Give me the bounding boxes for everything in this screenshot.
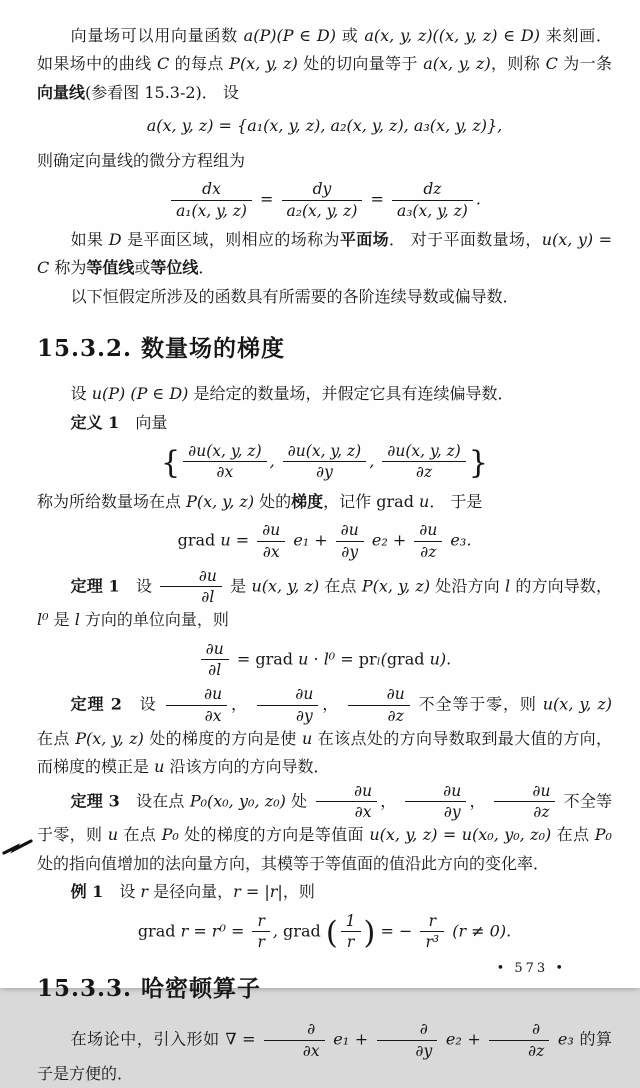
fraction bbox=[316, 782, 378, 822]
display-formula bbox=[37, 912, 612, 952]
fraction-denominator: a₃(x, y, z) bbox=[396, 201, 468, 220]
fraction-denominator: ∂z bbox=[533, 803, 550, 822]
text-run: 如果 bbox=[70, 229, 109, 249]
text-run: ，则 bbox=[282, 882, 315, 902]
text-run: (参看图 15.3-2)． 设 bbox=[85, 82, 239, 102]
text-run: 的每点 bbox=[169, 54, 230, 74]
fraction bbox=[283, 442, 366, 482]
math-run: r = r⁰ = bbox=[180, 921, 250, 941]
text-run: 的方向导数， bbox=[510, 576, 612, 596]
fraction bbox=[282, 180, 363, 220]
fraction-numerator: ∂u bbox=[257, 685, 319, 705]
bold-run: 梯度 bbox=[291, 491, 324, 511]
fraction bbox=[252, 912, 269, 952]
text-run: 在点 bbox=[551, 825, 595, 845]
fraction-denominator: ∂z bbox=[528, 1041, 545, 1060]
math-run: = bbox=[254, 189, 279, 209]
document-content bbox=[37, 22, 612, 1088]
fraction-numerator: dx bbox=[171, 180, 252, 200]
fraction-denominator: r³ bbox=[425, 933, 440, 952]
fraction bbox=[377, 1020, 437, 1060]
math-run: r = |r| bbox=[233, 882, 283, 902]
fraction bbox=[494, 782, 556, 822]
text-run: 设 bbox=[119, 576, 158, 596]
paragraph bbox=[37, 409, 612, 437]
fraction-numerator: ∂ bbox=[264, 1020, 324, 1040]
fraction-numerator: ∂u bbox=[414, 521, 442, 541]
math-run: P₀ bbox=[594, 825, 612, 845]
math-run: , bbox=[269, 451, 280, 471]
math-run: C bbox=[545, 54, 558, 74]
text-run: 向量场可以用向量函数 bbox=[70, 26, 244, 45]
math-run: . bbox=[475, 189, 481, 209]
text-run: 或 bbox=[336, 26, 365, 45]
math-run: a(P)(P ∈ D) bbox=[243, 26, 337, 45]
text-run: 在该点处的方向导数取到最大值的方向，而梯度的模正是 bbox=[37, 728, 612, 777]
math-run: a(x, y, z)((x, y, z) ∈ D) bbox=[364, 26, 540, 45]
fraction bbox=[166, 685, 228, 725]
text-run: 设在点 bbox=[119, 791, 190, 811]
text-run: 是给定的数量场，并假定它具有连续偏导数． bbox=[188, 384, 514, 404]
roman-math-run: grad bbox=[137, 921, 181, 941]
fraction bbox=[171, 180, 252, 220]
math-run: a(x, y, z) = {a₁(x, y, z), a₂(x, y, z), a₃(x, y, z)}, bbox=[146, 116, 503, 136]
fraction-numerator: ∂u bbox=[316, 782, 378, 802]
fraction-denominator: ∂x bbox=[204, 706, 222, 725]
paragraph bbox=[37, 878, 612, 906]
fraction-denominator: ∂y bbox=[296, 706, 313, 725]
fraction-numerator: dy bbox=[282, 180, 363, 200]
math-run: u(x, y, z) = u(x₀, y₀, z₀) bbox=[369, 825, 552, 845]
text-run: 称为所给数量场在点 bbox=[37, 491, 187, 511]
math-run: l bbox=[74, 610, 80, 630]
fraction-denominator: ∂l bbox=[201, 588, 215, 607]
fraction-numerator: ∂u bbox=[348, 685, 410, 705]
fraction-numerator: ∂u bbox=[201, 640, 229, 660]
math-run: u(x, y) = C bbox=[37, 229, 612, 278]
math-run: a(x, y, z) bbox=[423, 54, 491, 74]
math-run: = − bbox=[375, 921, 418, 941]
text-run: ． 于是 bbox=[429, 491, 483, 511]
text-run: 处的梯度的方向是等值面 bbox=[178, 825, 370, 845]
bold-run: 定理 3 bbox=[70, 791, 120, 811]
fraction-numerator: r bbox=[420, 912, 444, 932]
display-formula bbox=[37, 180, 612, 220]
fraction-numerator: ∂ bbox=[489, 1020, 549, 1040]
fraction-denominator: ∂z bbox=[387, 706, 404, 725]
fraction-numerator: ∂u bbox=[166, 685, 228, 705]
text-run: ， bbox=[469, 791, 491, 811]
big-paren: ) bbox=[363, 915, 376, 951]
math-run: l⁰ bbox=[37, 610, 49, 630]
fraction bbox=[160, 567, 222, 607]
big-paren: { bbox=[160, 446, 181, 482]
fraction bbox=[405, 782, 467, 822]
fraction-denominator: a₂(x, y, z) bbox=[286, 201, 358, 220]
math-run: e₂ + bbox=[440, 1029, 487, 1049]
math-run: u bbox=[154, 757, 165, 777]
fraction-denominator: a₁(x, y, z) bbox=[176, 201, 247, 220]
text-run: 不全等于零，则 bbox=[37, 791, 612, 845]
fraction-numerator: ∂u bbox=[257, 521, 285, 541]
paragraph bbox=[37, 685, 612, 782]
text-run: 是 bbox=[224, 576, 252, 596]
fraction-denominator: ∂x bbox=[354, 803, 372, 822]
text-run: 处的梯度的方向是使 bbox=[143, 728, 303, 748]
text-run: 不全等于零，则 bbox=[412, 694, 543, 714]
math-run: u(x, y, z) bbox=[251, 576, 320, 596]
text-run: 是 bbox=[48, 610, 75, 630]
text-run: ， bbox=[380, 791, 402, 811]
fraction-denominator: ∂y bbox=[341, 542, 359, 561]
text-run: 方向的单位向量，则 bbox=[79, 610, 229, 630]
fraction bbox=[348, 685, 410, 725]
text-run: 的算子是方便的． bbox=[37, 1029, 613, 1083]
display-formula bbox=[37, 640, 612, 680]
text-run: 设 bbox=[103, 882, 141, 902]
fraction-numerator: dz bbox=[392, 180, 473, 200]
math-run: e₁ + bbox=[327, 1029, 374, 1049]
text-run: 处的切向量等于 bbox=[297, 54, 424, 74]
paragraph bbox=[37, 782, 612, 879]
bold-run: 平面场 bbox=[339, 229, 389, 249]
display-formula bbox=[37, 112, 612, 140]
text-run: 则确定向量线的微分方程组为 bbox=[37, 150, 246, 170]
math-run: l bbox=[505, 576, 511, 596]
fraction-denominator: ∂z bbox=[420, 542, 437, 561]
math-run: u = bbox=[220, 530, 255, 550]
bold-run: 例 1 bbox=[70, 882, 104, 902]
math-run: u(x, y, z) bbox=[542, 694, 612, 714]
fraction-numerator: ∂u bbox=[160, 567, 222, 587]
display-formula bbox=[37, 521, 612, 561]
text-run: 或 bbox=[134, 258, 151, 278]
fraction-denominator: ∂y bbox=[316, 463, 333, 482]
math-run: e₃ bbox=[552, 1029, 574, 1049]
fraction-numerator: ∂ bbox=[377, 1020, 437, 1040]
text-run: 设 bbox=[70, 384, 92, 404]
fraction bbox=[341, 912, 361, 952]
fraction-numerator: ∂u(x, y, z) bbox=[382, 442, 465, 462]
text-run: 处沿方向 bbox=[430, 576, 506, 596]
roman-math-run: grad bbox=[177, 530, 221, 550]
bold-run: 定义 1 bbox=[70, 412, 120, 432]
math-run: = bbox=[365, 189, 389, 209]
roman-math-run: grad bbox=[386, 649, 430, 669]
fraction-denominator: r bbox=[257, 933, 265, 952]
pen-stroke-mark bbox=[2, 835, 34, 857]
text-run: 在点 bbox=[319, 576, 362, 596]
paragraph bbox=[37, 1020, 612, 1088]
math-run: u bbox=[302, 728, 313, 748]
display-formula bbox=[37, 442, 612, 482]
fraction-denominator: ∂x bbox=[302, 1041, 320, 1060]
math-run: u(P) (P ∈ D) bbox=[91, 384, 189, 404]
text-run: 是平面区域，则相应的场称为 bbox=[121, 229, 340, 249]
math-run: , bbox=[369, 451, 380, 471]
bold-run: 等值线 bbox=[86, 258, 135, 278]
text-run: 在点 bbox=[118, 825, 162, 845]
fraction bbox=[183, 442, 266, 482]
fraction-numerator: 1 bbox=[341, 912, 361, 932]
text-run: ， bbox=[321, 694, 346, 714]
fraction bbox=[489, 1020, 549, 1060]
paragraph bbox=[37, 567, 612, 635]
math-run: ∇ = bbox=[225, 1029, 262, 1049]
fraction bbox=[257, 521, 285, 561]
paragraph bbox=[37, 488, 612, 516]
fraction-denominator: ∂l bbox=[208, 661, 222, 680]
fraction bbox=[420, 912, 444, 952]
text-run: 是径向量， bbox=[148, 882, 234, 902]
bold-run: 定理 2 bbox=[70, 694, 122, 714]
math-run: e₃. bbox=[445, 530, 472, 550]
page-number: • 573 • bbox=[496, 961, 566, 976]
fraction-numerator: ∂u bbox=[494, 782, 556, 802]
text-run: 处的 bbox=[254, 491, 292, 511]
text-run: ，记作 grad bbox=[323, 491, 420, 511]
math-run: u · l⁰ = bbox=[298, 649, 359, 669]
big-paren: ( bbox=[325, 915, 338, 951]
text-run: 以下恒假定所涉及的函数具有所需要的各阶连续导数或偏导数． bbox=[70, 286, 519, 306]
text-run: 向量 bbox=[119, 412, 168, 432]
math-run: e₁ + bbox=[288, 530, 333, 550]
section-heading: 15.3.3. 哈密顿算子 bbox=[37, 975, 262, 1003]
math-run: P₀ bbox=[161, 825, 179, 845]
text-run: 来刻画． 如果场中的曲线 bbox=[37, 26, 612, 74]
math-run: P(x, y, z) bbox=[186, 491, 255, 511]
text-run: ，则称 bbox=[490, 54, 546, 74]
paragraph bbox=[37, 226, 612, 283]
fraction-denominator: ∂z bbox=[415, 463, 433, 482]
fraction-denominator: r bbox=[346, 933, 355, 952]
fraction-denominator: ∂y bbox=[415, 1041, 433, 1060]
bold-run: 等位线 bbox=[150, 258, 199, 278]
fraction-denominator: ∂x bbox=[262, 542, 280, 561]
fraction bbox=[201, 640, 229, 680]
math-run: P(x, y, z) bbox=[361, 576, 431, 596]
fraction-numerator: ∂u bbox=[405, 782, 467, 802]
math-run: P₀(x₀, y₀, z₀) bbox=[189, 791, 286, 811]
text-run: 设 bbox=[121, 694, 163, 714]
text-run: ， bbox=[230, 694, 254, 714]
math-run: P(x, y, z) bbox=[229, 54, 298, 74]
paragraph bbox=[37, 380, 612, 408]
text-run: 为一条 bbox=[557, 54, 612, 74]
fraction-denominator: ∂y bbox=[443, 803, 461, 822]
text-run: ． bbox=[198, 258, 215, 278]
fraction bbox=[264, 1020, 324, 1060]
math-run: = bbox=[231, 649, 256, 669]
roman-math-run: grad bbox=[255, 649, 299, 669]
math-run: r bbox=[140, 882, 149, 902]
math-run: D bbox=[108, 229, 122, 249]
fraction bbox=[414, 521, 442, 561]
text-run: 沿该方向的方向导数． bbox=[164, 757, 330, 777]
roman-math-run: pr bbox=[358, 649, 377, 669]
fraction-denominator: ∂x bbox=[216, 463, 234, 482]
paragraph bbox=[37, 283, 612, 311]
math-run: u bbox=[107, 825, 119, 845]
text-run: ． 对于平面数量场， bbox=[388, 229, 542, 249]
fraction-numerator: ∂u bbox=[336, 521, 364, 541]
fraction-numerator: ∂u(x, y, z) bbox=[183, 442, 266, 462]
math-run: C bbox=[156, 54, 170, 74]
roman-math-run: grad bbox=[283, 921, 326, 941]
math-run: , bbox=[272, 921, 284, 941]
bold-run: 向量线 bbox=[37, 82, 86, 102]
math-run: (r ≠ 0). bbox=[447, 921, 512, 941]
fraction-numerator: ∂u(x, y, z) bbox=[283, 442, 366, 462]
fraction bbox=[336, 521, 364, 561]
fraction bbox=[382, 442, 465, 482]
paragraph bbox=[37, 22, 612, 107]
fraction bbox=[392, 180, 473, 220]
text-run: 在场论中，引入形如 bbox=[70, 1029, 226, 1049]
math-run: P(x, y, z) bbox=[75, 728, 144, 748]
fraction bbox=[257, 685, 319, 725]
math-run: u). bbox=[429, 649, 452, 669]
text-run: 称为 bbox=[49, 258, 87, 278]
math-run: u bbox=[419, 491, 430, 511]
math-run: ₗ( bbox=[376, 649, 387, 669]
paragraph bbox=[37, 147, 612, 175]
fraction-numerator: r bbox=[252, 912, 269, 932]
big-paren: } bbox=[468, 446, 489, 482]
text-run: 处的指向值增加的法向量方向，其模等于等值面的值沿此方向的变化率． bbox=[37, 853, 550, 873]
bold-run: 定理 1 bbox=[70, 576, 120, 596]
math-run: e₂ + bbox=[366, 530, 412, 550]
text-run: 处 bbox=[285, 791, 313, 811]
text-run: 在点 bbox=[37, 728, 76, 748]
section-heading: 15.3.2. 数量场的梯度 bbox=[37, 335, 286, 363]
